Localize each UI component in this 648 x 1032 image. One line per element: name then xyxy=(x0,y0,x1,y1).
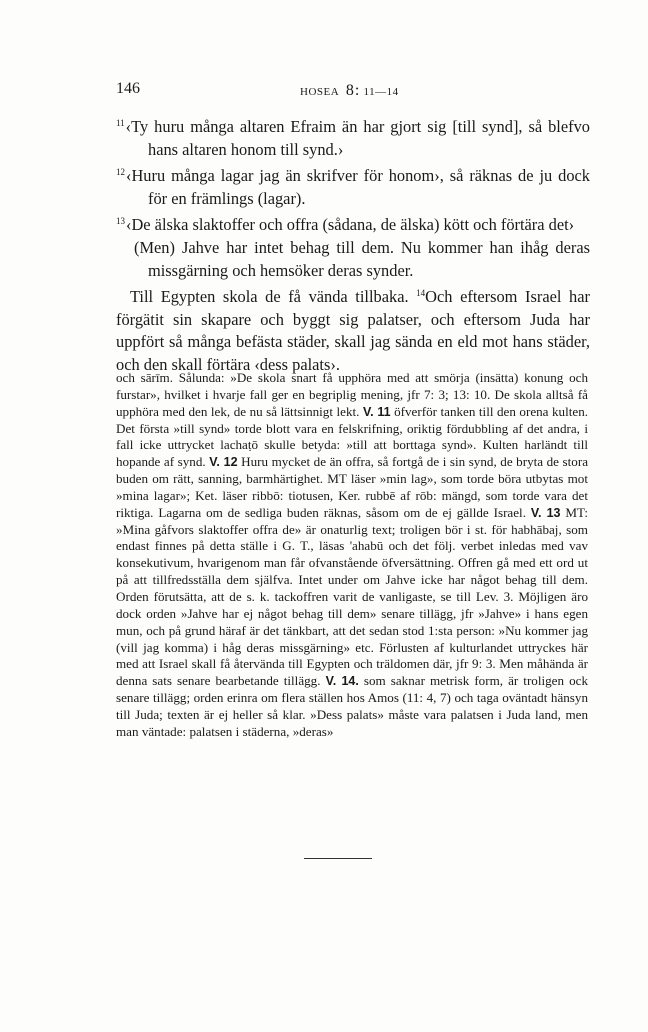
verse-text: Och eftersom Israel har förgätit sin skapare och byggt sig palatser, och eftersom Juda har uppfört så många befästa städer, skall jag sända en eld mot hans städer, och den skall förtära ‹dess palats›. xyxy=(116,287,590,374)
verse-number: 14 xyxy=(416,288,426,299)
verse-label: V. 13 xyxy=(530,505,561,520)
verse-label: V. 11 xyxy=(362,404,391,419)
verse-12 xyxy=(116,161,590,210)
commentary-paragraph xyxy=(116,370,588,741)
verse-number: 11 xyxy=(116,118,125,128)
verse-number: 13 xyxy=(116,216,125,227)
book-title: HOSEA xyxy=(300,86,339,98)
section-divider xyxy=(304,858,372,859)
verse-prefix: Till Egypten skola de få vända tillbaka. xyxy=(130,287,409,307)
verse-label: V. 14. xyxy=(325,674,359,689)
note-text: öfverför tanken till den orena kulten. Det första »till synd» torde blott vara en felskrifning, oriktig fördubbling af det andra, i fall icke uttrycket lachaṭō skulle betyda: »till att borttaga synd». Kulten harländt till hopande af synd. xyxy=(116,403,589,470)
verse-13-continuation: (Men) Jahve har intet behag till dem. Nu kommer han ihåg deras missgärning och hemsöker deras synder. xyxy=(134,237,590,280)
verse-14 xyxy=(116,282,590,376)
verse-label: V. 12 xyxy=(209,455,238,470)
note-text: Huru mycket de än offra, så fortgå de i sin synd, de bryta de stora buden om rätt, sanning, barmhärtighet. MT läser »min lag», som torde böra utbytas mot »mina lagar»; Ket. läser ribbō: tiotusen, Ker. rubbē af rōb: mängd, som torde vara det riktiga. Lagarna om de sedliga buden räknas, såsom om de ej gällde Israel. xyxy=(116,454,589,520)
page-number: 146 xyxy=(116,80,140,97)
page-header xyxy=(116,80,586,104)
verse-text: ‹Ty huru många altaren Efraim än har gjort sig [till synd], så blefvo hans altaren honom till synd.› xyxy=(125,117,590,159)
note-text: MT: »Mina gåfvors slaktoffer offra de» är onaturlig text; troligen bör i st. för habhābaj, som endast finnes på detta ställe i G. T., läsas 'ahabū och det följ. verbet inledas med vav konsekutivum, hvarigenom man får ofvanstående öfversättning. Offren gå med ett ord ut på att tillfredsställa dem själfva. Intet under om Jahve icke har något behag till dem. Orden förutsätta, att de s. k. tackoffren varit de vanligaste, se till Lev. 3. Möjligen äro dock orden »Jahve har ej något behag till dem» senare tillägg, jfr »Jahve» i hans egen mun, och på grund häraf är det tänkbart, att det sedan stod 1:sta person: »Nu kommer jag (vill jag komma) i håg deras missgärning» etc. Förlusten af kulturlandet uttryckes här med att Israel skall få återvända till Egypten och träldomen där, jfr 9: 3. Men måhända är denna sats senare bearbetande tillägg. xyxy=(116,504,588,689)
verse-11 xyxy=(116,112,590,161)
note-text: och sārīm. Sålunda: »De skola snart få upphöra med att smörja (insätta) konung och furstar», hvilket i hvarje fall ger en begriplig mening, jfr 7: 3; 13: 10. De skola alltså få upphöra med den lek, de nu så lättsinnigt lekt. xyxy=(116,370,588,419)
bible-text xyxy=(116,112,590,377)
verse-13 xyxy=(116,210,590,237)
verse-text: ‹De älska slaktoffer och offra (sådana, de älska) kött och förtära det› xyxy=(126,215,575,235)
commentary-notes xyxy=(116,370,588,741)
running-head xyxy=(300,82,399,100)
note-text: som saknar metrisk form, är troligen ock senare tillägg; orden erinra om flera ställen hos Amos (11: 4, 7) och taga oväntadt hänsyn till Juda; texten är ej heller så klar. »Dess palats» måste vara palatsen i Juda land, men man väntade: palatsen i städerna, »deras» xyxy=(116,673,588,739)
verse-number: 12 xyxy=(116,167,125,178)
verse-range: 11—14 xyxy=(363,86,399,98)
chapter-ref: 8: xyxy=(345,82,361,99)
verse-text: ‹Huru många lagar jag än skrifver för honom›, så räknas de ju dock för en främlings (lagar). xyxy=(126,166,590,208)
